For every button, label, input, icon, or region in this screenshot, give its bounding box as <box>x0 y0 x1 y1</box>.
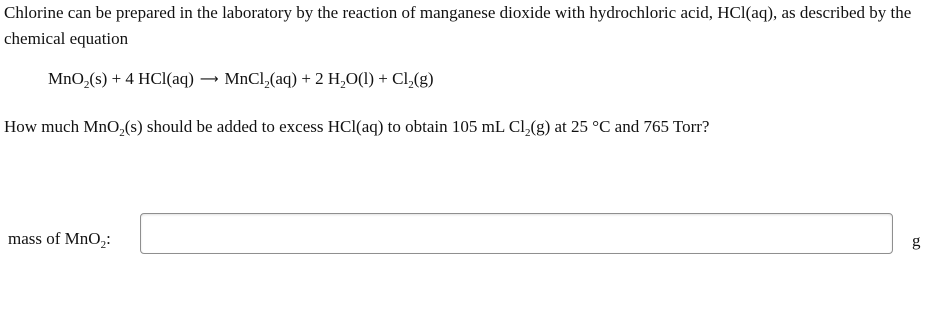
mass-answer-input[interactable] <box>140 213 893 254</box>
answer-label-colon: : <box>106 229 111 248</box>
answer-label <box>8 227 111 251</box>
equation-subscript: 2 <box>408 79 414 91</box>
equation-text: (aq) + 2 H <box>269 69 341 88</box>
question-text: (s) should be added to excess HCl(aq) to obtain 105 mL Cl <box>124 117 525 136</box>
unit-label: g <box>912 231 921 250</box>
problem-intro: Chlorine can be prepared in the laboratory by the reaction of manganese dioxide with hydrochloric acid, HCl(aq), as described by the chemical equation <box>4 3 912 48</box>
equation-text: O(l) + Cl <box>345 69 409 88</box>
question-subscript: 2 <box>524 127 531 139</box>
answer-label-text: mass of MnO <box>8 229 101 248</box>
equation-text: (g) <box>413 69 434 88</box>
question-text: (g) at 25 °C and 765 Torr? <box>530 117 710 136</box>
problem-question <box>4 115 709 139</box>
reaction-arrow: ⟶ <box>199 72 219 87</box>
equation-subscript: 2 <box>83 79 90 91</box>
equation-text: (s) + 4 HCl(aq) <box>89 69 194 88</box>
equation-subscript: 2 <box>340 79 346 91</box>
equation-text: MnCl <box>224 69 265 88</box>
question-subscript: 2 <box>119 127 125 139</box>
answer-label-subscript: 2 <box>100 239 107 251</box>
equation-subscript: 2 <box>264 79 270 91</box>
chemical-equation <box>48 67 434 92</box>
equation-text: MnO <box>48 69 84 88</box>
question-text: How much MnO <box>4 117 120 136</box>
